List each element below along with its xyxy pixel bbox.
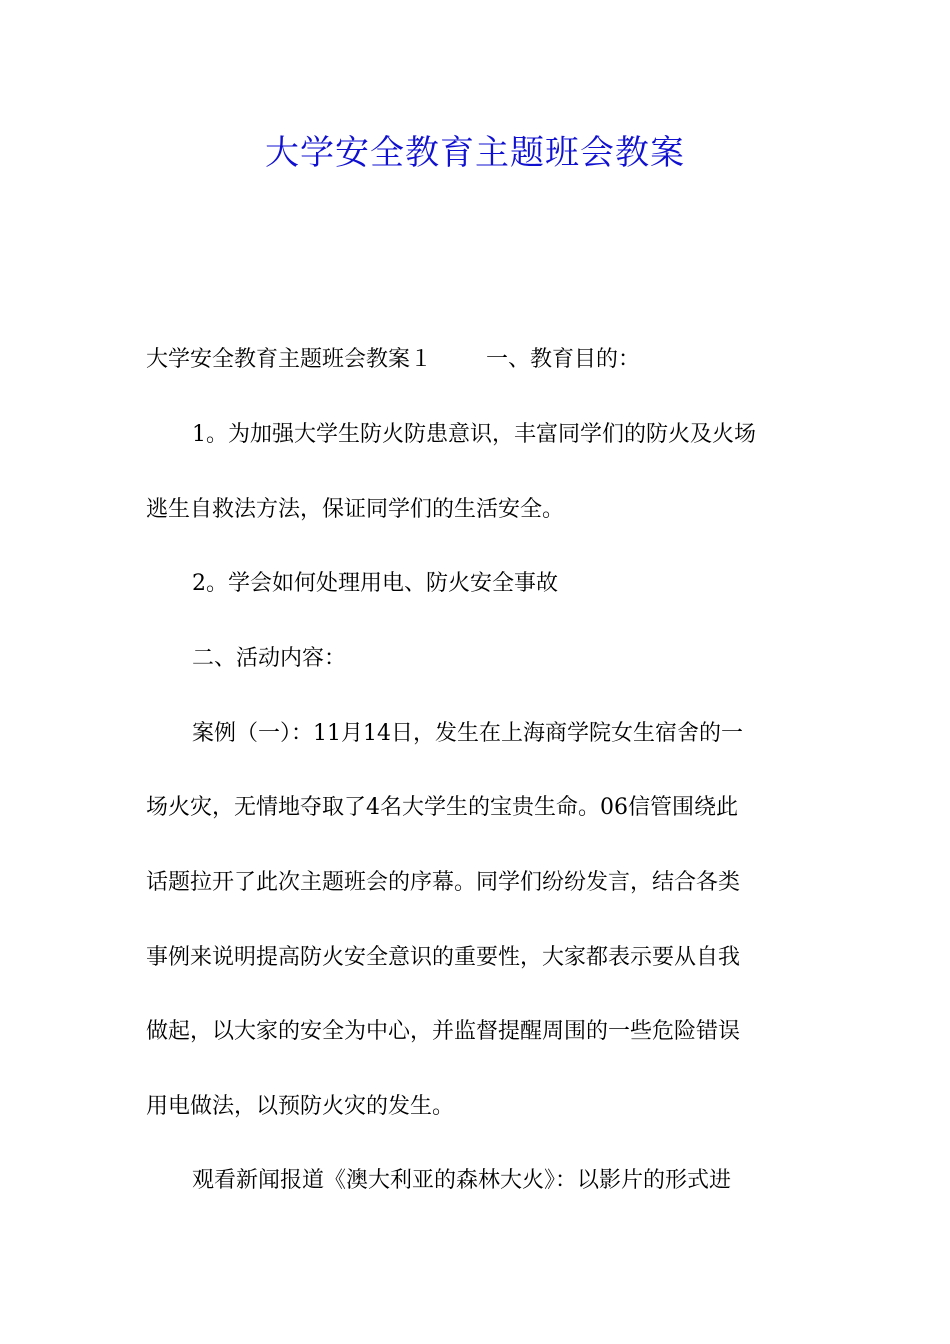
paragraph-line: 观看新闻报道《澳大利亚的森林大火》：以影片的形式进 (192, 1168, 732, 1193)
paragraph-line: 用电做法，以预防火灾的发生。 (146, 1094, 455, 1119)
document-title: 大学安全教育主题班会教案 (265, 133, 685, 173)
paragraph-line: 1。为加强大学生防火防患意识，丰富同学们的防火及火场 (192, 422, 756, 447)
paragraph-line (146, 342, 808, 378)
paragraph-line: 场火灾，无情地夺取了4名大学生的宝贵生命。06信管围绕此 (146, 795, 738, 820)
paragraph-line: 话题拉开了此次主题班会的序幕。同学们纷纷发言，结合各类 (146, 870, 741, 895)
paragraph-line: 2。学会如何处理用电、防火安全事故 (192, 571, 558, 596)
subsection-heading: 一、教育目的： (486, 347, 641, 372)
section-heading: 大学安全教育主题班会教案１ (146, 347, 433, 372)
paragraph-line: 案例（一）：11月14日，发生在上海商学院女生宿舍的一 (192, 721, 743, 746)
paragraph-line: 逃生自救法方法，保证同学们的生活安全。 (146, 497, 565, 522)
paragraph-line: 事例来说明提高防火安全意识的重要性，大家都表示要从自我 (146, 945, 741, 970)
paragraph-line: 做起，以大家的安全为中心，并监督提醒周围的一些危险错误 (146, 1019, 741, 1044)
paragraph-line: 二、活动内容： (192, 646, 347, 671)
